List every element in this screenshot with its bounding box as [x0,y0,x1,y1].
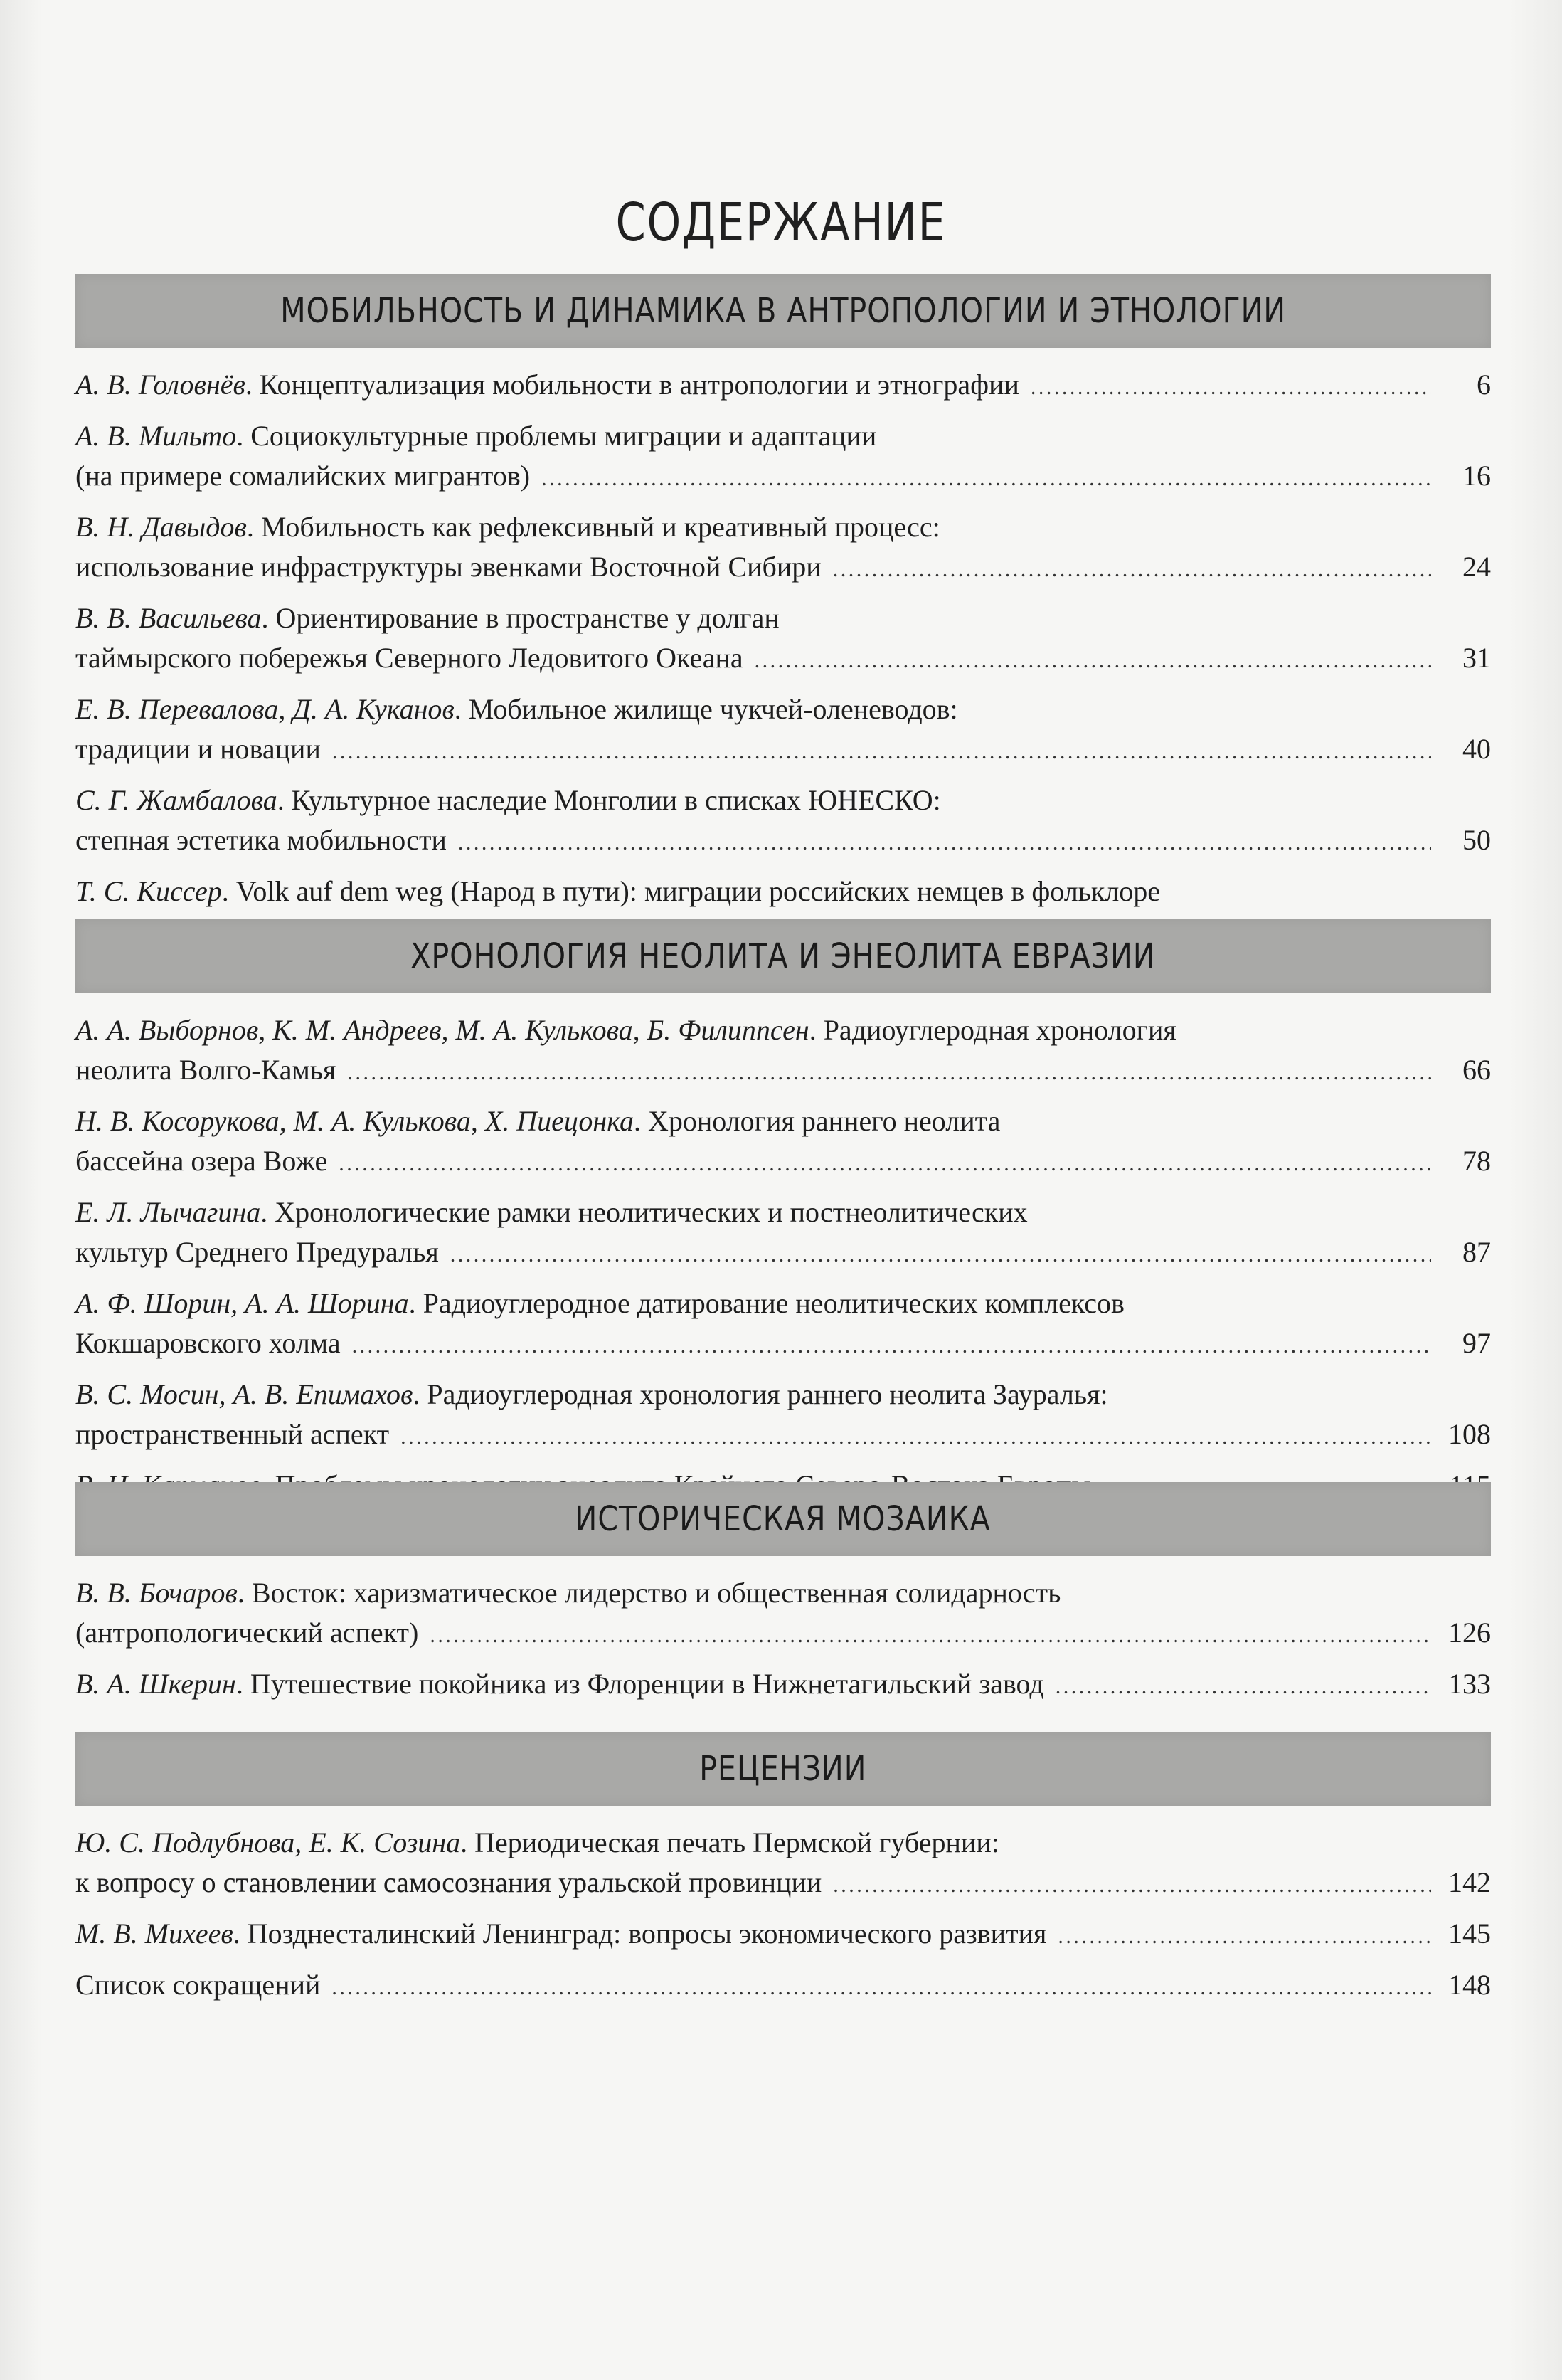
entry-last-line [75,1863,1491,1905]
entry-text [75,729,321,769]
dot-leader [450,1235,1431,1275]
entry-last-line [75,729,1491,772]
author-separator: . [413,1378,427,1410]
entry-text [75,875,1160,907]
entry-title-text: Концептуализация мобильности в антропологии и этнографии [259,369,1019,401]
entry-text [75,547,822,587]
page-number: 145 [1448,1918,1491,1950]
entry-line [75,1101,1491,1141]
entry-text [75,1863,822,1903]
section-header [75,1482,1491,1556]
entry-text [75,1050,336,1090]
dot-leader [833,550,1431,590]
entry-title-text: пространственный аспект [75,1418,390,1450]
author-separator: . [221,875,236,907]
entry-author: Е. Л. Лычагина [75,1196,261,1228]
entry-title-text: Мобильность как рефлексивный и креативный процесс: [260,511,940,543]
entry-last-line [75,1232,1491,1275]
entry-text [75,1196,1028,1228]
entry-text [75,365,1019,405]
author-separator: . [246,511,261,543]
page-number: 66 [1462,1054,1491,1086]
page-number: 148 [1448,1969,1491,2001]
page-number: 78 [1462,1145,1491,1177]
entry-text [75,1141,327,1181]
entry-last-line [75,1050,1491,1093]
entry-line [75,1192,1491,1232]
entry-line [75,1284,1491,1323]
page-number: 40 [1462,733,1491,765]
entry-line [75,1375,1491,1414]
entry-last-line [75,820,1491,863]
entry-last-line [75,547,1491,590]
entry-text [75,1914,1046,1954]
entry-title-text: Радиоуглеродное датирование неолитических комплексов [423,1287,1125,1319]
section-title: ИСТОРИЧЕСКАЯ МОЗАИКА [575,1499,992,1539]
page-number: 16 [1462,460,1491,492]
dot-leader [1031,368,1431,408]
entry-author: Ю. С. Подлубнова, Е. К. Созина [75,1826,461,1858]
toc-entry [75,1192,1491,1275]
toc-entry [75,416,1491,499]
page-number: 50 [1462,824,1491,856]
author-separator: . [233,1918,248,1950]
page-number: 126 [1448,1617,1491,1649]
entry-author: В. Н. Давыдов [75,511,247,543]
entry-last-line [75,1914,1491,1957]
page-number: 133 [1448,1668,1491,1700]
section-title: МОБИЛЬНОСТЬ И ДИНАМИКА В АНТРОПОЛОГИИ И ЭТНОЛОГИИ [280,291,1286,331]
entry-author: А. В. Головнёв [75,369,245,401]
entry-last-line [75,1414,1491,1457]
entry-title-text: Volk auf dem weg (Народ в пути): миграции российских немцев в фольклоре [235,875,1161,907]
author-separator: . [235,1668,250,1700]
entry-text [75,784,941,816]
section-reviews [75,1732,1491,2016]
toc-entry [75,1010,1491,1093]
entry-title-text: (антропологический аспект) [75,1617,419,1649]
entry-title-text: Список сокращений [75,1969,321,2001]
entry-last-line [75,638,1491,681]
entry-title-text: Кокшаровского холма [75,1327,341,1359]
toc-entry [75,365,1491,408]
author-separator: . [277,784,292,816]
toc-entry [75,1823,1491,1905]
entry-text [75,1378,1108,1410]
entry-title-text: использование инфраструктуры эвенками Восточной Сибири [75,551,822,583]
entry-title-text: степная эстетика мобильности [75,824,447,856]
page-number: 108 [1448,1418,1491,1450]
toc-entry [75,1573,1491,1656]
dot-leader [1056,1667,1431,1707]
section-header [75,274,1491,348]
entry-title-text: (на примере сомалийских мигрантов) [75,460,531,492]
author-separator: . [809,1014,824,1046]
author-separator: . [236,420,251,452]
dot-leader [458,823,1431,863]
entry-last-line [75,365,1491,408]
toc-entry [75,1284,1491,1366]
entry-line [75,1573,1491,1613]
toc-entries [75,993,1491,1508]
entry-title-text: Ориентирование в пространстве у долган [275,602,780,634]
entry-text [75,420,876,452]
entry-title-text: Радиоуглеродная хронология [823,1014,1176,1046]
dot-leader [833,1866,1431,1905]
entry-title-text: бассейна озера Воже [75,1145,328,1177]
toc-entry [75,507,1491,590]
toc-entry [75,1664,1491,1707]
dot-leader [347,1053,1431,1093]
page-number: 24 [1462,551,1491,583]
entry-author: Т. С. Киссер [75,875,222,907]
entry-text [75,602,780,634]
dot-leader [430,1616,1431,1656]
entry-last-line [75,1613,1491,1656]
entry-text [75,511,940,543]
entry-line [75,507,1491,547]
toc-entries [75,1556,1491,1707]
section-historical-mosaic [75,1482,1491,1715]
page-number: 6 [1477,369,1491,401]
entry-author: А. Ф. Шорин, А. А. Шорина [75,1287,409,1319]
entry-title-text: Мобильное жилище чукчей-оленеводов: [468,693,958,725]
entry-line [75,1823,1491,1863]
section-chronology [75,919,1491,1517]
entry-author: В. В. Васильева [75,602,262,634]
entry-text [75,820,447,860]
dot-leader [331,1968,1431,2008]
entry-text [75,1232,439,1272]
entry-title-text: неолита Волго-Камья [75,1054,336,1086]
entry-text [75,1664,1044,1704]
toc-entry [75,1965,1491,2008]
dot-leader [339,1144,1431,1184]
author-separator: . [408,1287,423,1319]
entry-title-text: культур Среднего Предуралья [75,1236,439,1268]
entry-text [75,1105,1000,1137]
toc-entry [75,689,1491,772]
entry-author: В. В. Бочаров [75,1577,238,1609]
entry-text [75,638,743,678]
dot-leader [332,732,1431,772]
entry-last-line [75,1965,1491,2008]
entry-author: М. В. Михеев [75,1918,233,1950]
entry-text [75,1014,1176,1046]
entry-title-text: Путешествие покойника из Флоренции в Нижнетагильский завод [250,1668,1044,1700]
entry-last-line [75,1664,1491,1707]
entry-line [75,689,1491,729]
dot-leader [1058,1917,1431,1957]
section-title: ХРОНОЛОГИЯ НЕОЛИТА И ЭНЕОЛИТА ЕВРАЗИИ [410,936,1156,976]
page-number: 31 [1462,642,1491,674]
entry-last-line [75,456,1491,499]
entry-text [75,1287,1125,1319]
dot-leader [400,1417,1431,1457]
entry-line [75,872,1491,911]
section-title: РЕЦЕНЗИИ [699,1749,867,1789]
author-separator: . [237,1577,252,1609]
page-number: 142 [1448,1866,1491,1898]
toc-entries [75,348,1491,954]
author-separator: . [260,1196,275,1228]
entry-author: В. А. Шкерин [75,1668,236,1700]
entry-title-text: к вопросу о становлении самосознания уральской провинции [75,1866,822,1898]
entry-title-text: Периодическая печать Пермской губернии: [474,1826,999,1858]
entry-author: А. В. Мильто [75,420,237,452]
dot-leader [352,1326,1431,1366]
entry-title-text: Социокультурные проблемы миграции и адаптации [250,420,877,452]
entry-text [75,1965,320,2005]
entry-line [75,1010,1491,1050]
toc-entry [75,598,1491,681]
entry-title-text: Хронология раннего неолита [647,1105,1001,1137]
author-separator: . [633,1105,648,1137]
entry-title-text: традиции и новации [75,733,321,765]
section-header [75,919,1491,993]
dot-leader [755,641,1431,681]
entry-text [75,1826,999,1858]
entry-text [75,1323,341,1363]
toc-entries [75,1806,1491,2008]
section-mobility [75,274,1491,963]
entry-text [75,1613,418,1653]
author-separator: . [261,602,276,634]
author-separator: . [245,369,260,401]
entry-title-text: таймырского побережья Северного Ледовитого Океана [75,642,743,674]
entry-last-line [75,1323,1491,1366]
entry-author: Е. В. Перевалова, Д. А. Куканов [75,693,455,725]
page-number: 97 [1462,1327,1491,1359]
entry-title-text: Восток: харизматическое лидерство и общественная солидарность [251,1577,1061,1609]
entry-text [75,1577,1061,1609]
dot-leader [541,459,1431,499]
entry-title-text: Радиоуглеродная хронология раннего неолита Зауралья: [427,1378,1108,1410]
entry-last-line [75,1141,1491,1184]
author-separator: . [454,693,469,725]
toc-entry [75,781,1491,863]
entry-title-text: Культурное наследие Монголии в списках ЮНЕСКО: [291,784,941,816]
entry-text [75,693,958,725]
entry-text [75,1414,389,1454]
entry-title-text: Хронологические рамки неолитических и постнеолитических [275,1196,1028,1228]
entry-line [75,416,1491,456]
entry-title-text: Позднесталинский Ленинград: вопросы экономического развития [247,1918,1047,1950]
entry-author: С. Г. Жамбалова [75,784,277,816]
toc-entry [75,1914,1491,1957]
page-number: 87 [1462,1236,1491,1268]
entry-author: Н. В. Косорукова, М. А. Кулькова, Х. Пиецонка [75,1105,634,1137]
entry-author: А. А. Выборнов, К. М. Андреев, М. А. Кулькова, Б. Филиппсен [75,1014,809,1046]
toc-entry [75,1375,1491,1457]
section-header [75,1732,1491,1806]
toc-entry [75,1101,1491,1184]
entry-line [75,598,1491,638]
page-title: СОДЕРЖАНИЕ [615,192,947,253]
entry-line [75,781,1491,820]
author-separator: . [460,1826,475,1858]
entry-text [75,456,530,496]
entry-author: В. С. Мосин, А. В. Епимахов [75,1378,413,1410]
